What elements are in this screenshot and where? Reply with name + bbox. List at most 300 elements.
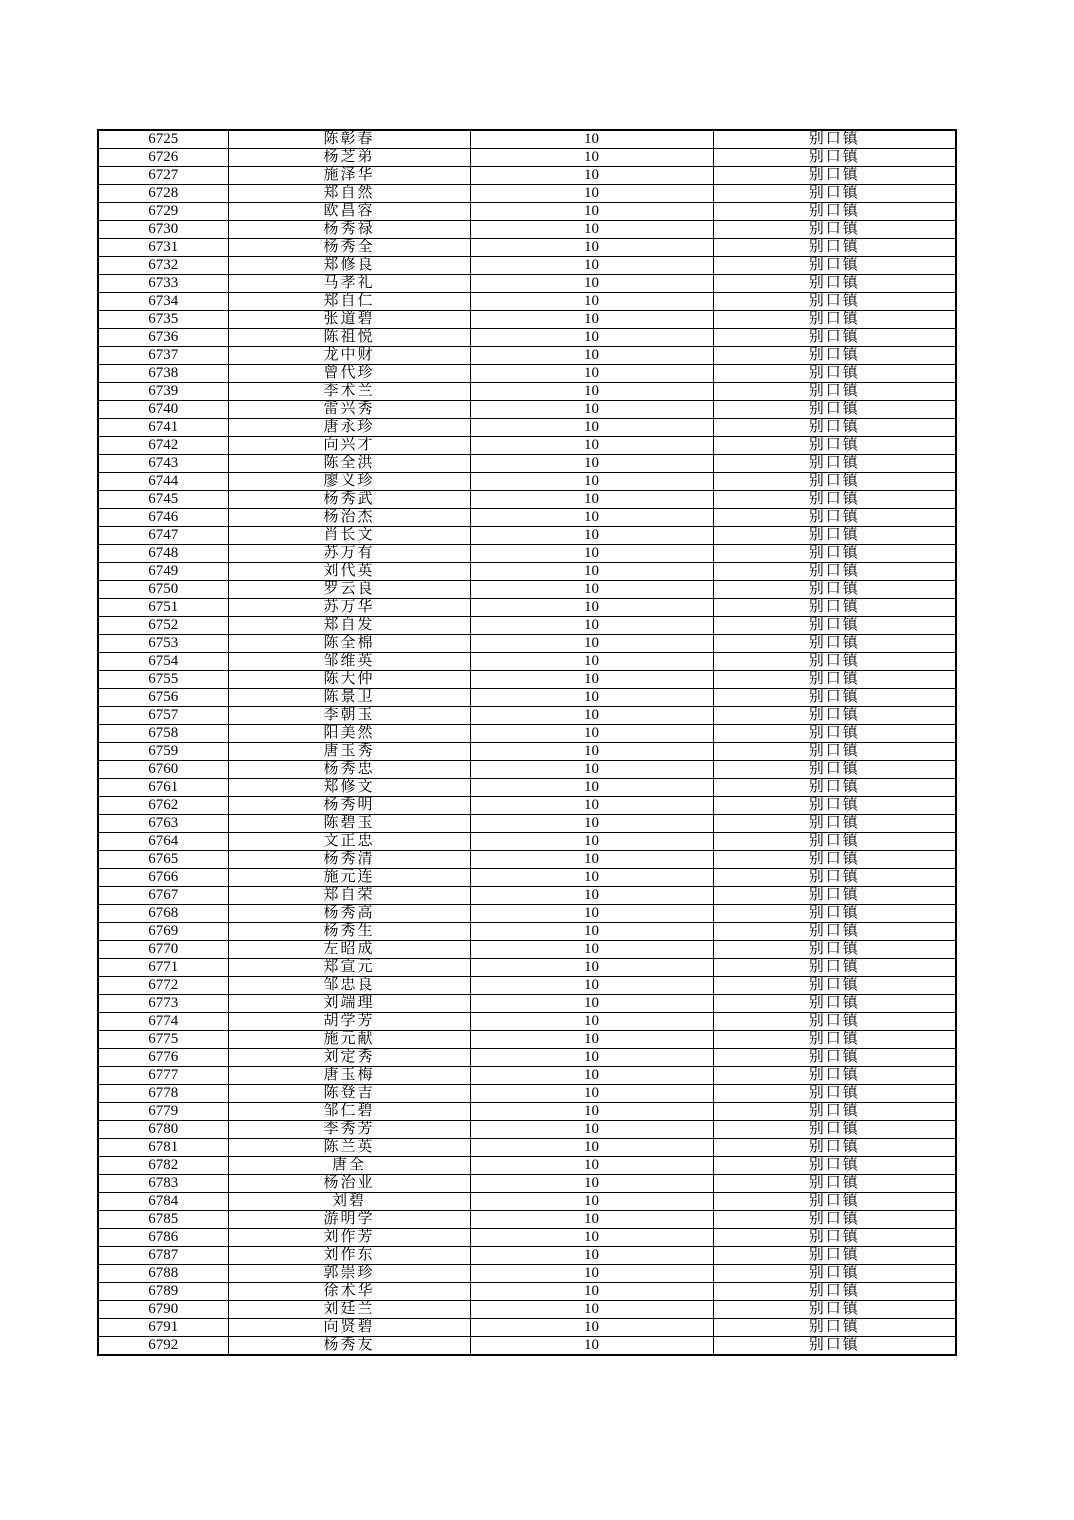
row-name-cell: 李术兰: [228, 383, 470, 401]
row-town-cell: 别口镇: [713, 1085, 956, 1103]
row-id-cell: 6763: [98, 815, 228, 833]
row-amount-cell: 10: [470, 527, 713, 545]
row-id-cell: 6725: [98, 130, 228, 149]
row-amount-cell: 10: [470, 437, 713, 455]
row-town-cell: 别口镇: [713, 725, 956, 743]
row-id-cell: 6775: [98, 1031, 228, 1049]
table-row: [98, 905, 956, 923]
row-name-cell: 唐玉梅: [228, 1067, 470, 1085]
row-town-cell: 别口镇: [713, 1211, 956, 1229]
row-id-cell: 6728: [98, 185, 228, 203]
row-id-cell: 6786: [98, 1229, 228, 1247]
table-row: [98, 959, 956, 977]
row-amount-cell: 10: [470, 1067, 713, 1085]
table-row: [98, 509, 956, 527]
row-amount-cell: 10: [470, 1085, 713, 1103]
row-town-cell: 别口镇: [713, 509, 956, 527]
row-id-cell: 6769: [98, 923, 228, 941]
row-name-cell: 陈祖悦: [228, 329, 470, 347]
row-amount-cell: 10: [470, 725, 713, 743]
row-name-cell: 施泽华: [228, 167, 470, 185]
row-id-cell: 6746: [98, 509, 228, 527]
table-row: [98, 203, 956, 221]
row-name-cell: 刘廷兰: [228, 1301, 470, 1319]
row-town-cell: 别口镇: [713, 1229, 956, 1247]
row-name-cell: 郑修良: [228, 257, 470, 275]
row-name-cell: 欧昌容: [228, 203, 470, 221]
row-amount-cell: 10: [470, 1247, 713, 1265]
row-amount-cell: 10: [470, 1193, 713, 1211]
row-id-cell: 6761: [98, 779, 228, 797]
row-amount-cell: 10: [470, 329, 713, 347]
table-row: [98, 1157, 956, 1175]
row-amount-cell: 10: [470, 995, 713, 1013]
row-id-cell: 6766: [98, 869, 228, 887]
row-id-cell: 6781: [98, 1139, 228, 1157]
row-town-cell: 别口镇: [713, 905, 956, 923]
row-id-cell: 6740: [98, 401, 228, 419]
row-amount-cell: 10: [470, 1121, 713, 1139]
row-town-cell: 别口镇: [713, 797, 956, 815]
row-town-cell: 别口镇: [713, 1157, 956, 1175]
row-town-cell: 别口镇: [713, 887, 956, 905]
table-row: [98, 1301, 956, 1319]
row-name-cell: 游明学: [228, 1211, 470, 1229]
row-id-cell: 6776: [98, 1049, 228, 1067]
row-id-cell: 6741: [98, 419, 228, 437]
row-amount-cell: 10: [470, 1013, 713, 1031]
table-row: [98, 581, 956, 599]
row-id-cell: 6755: [98, 671, 228, 689]
table-row: [98, 1247, 956, 1265]
row-amount-cell: 10: [470, 563, 713, 581]
table-row: [98, 887, 956, 905]
row-town-cell: 别口镇: [713, 653, 956, 671]
table-row: [98, 455, 956, 473]
row-id-cell: 6792: [98, 1337, 228, 1356]
data-table: [97, 129, 957, 1356]
row-name-cell: 龙中财: [228, 347, 470, 365]
row-amount-cell: 10: [470, 185, 713, 203]
row-name-cell: 郑修文: [228, 779, 470, 797]
table-row: [98, 635, 956, 653]
row-name-cell: 刘端理: [228, 995, 470, 1013]
row-name-cell: 李秀芳: [228, 1121, 470, 1139]
row-amount-cell: 10: [470, 509, 713, 527]
row-town-cell: 别口镇: [713, 347, 956, 365]
table-row: [98, 1013, 956, 1031]
row-town-cell: 别口镇: [713, 1067, 956, 1085]
row-id-cell: 6735: [98, 311, 228, 329]
row-name-cell: 杨秀禄: [228, 221, 470, 239]
row-town-cell: 别口镇: [713, 167, 956, 185]
row-amount-cell: 10: [470, 1337, 713, 1356]
row-name-cell: 杨秀全: [228, 239, 470, 257]
row-id-cell: 6727: [98, 167, 228, 185]
row-town-cell: 别口镇: [713, 365, 956, 383]
row-town-cell: 别口镇: [713, 1175, 956, 1193]
row-amount-cell: 10: [470, 383, 713, 401]
row-town-cell: 别口镇: [713, 293, 956, 311]
table-row: [98, 689, 956, 707]
table-row: [98, 671, 956, 689]
row-town-cell: 别口镇: [713, 149, 956, 167]
row-id-cell: 6791: [98, 1319, 228, 1337]
row-amount-cell: 10: [470, 1031, 713, 1049]
row-id-cell: 6773: [98, 995, 228, 1013]
row-name-cell: 徐术华: [228, 1283, 470, 1301]
row-amount-cell: 10: [470, 293, 713, 311]
row-amount-cell: 10: [470, 419, 713, 437]
row-id-cell: 6738: [98, 365, 228, 383]
table-row: [98, 167, 956, 185]
row-amount-cell: 10: [470, 545, 713, 563]
row-name-cell: 陈兰英: [228, 1139, 470, 1157]
row-name-cell: 左昭成: [228, 941, 470, 959]
row-amount-cell: 10: [470, 221, 713, 239]
row-amount-cell: 10: [470, 1301, 713, 1319]
row-id-cell: 6733: [98, 275, 228, 293]
row-name-cell: 刘定秀: [228, 1049, 470, 1067]
row-name-cell: 郭崇珍: [228, 1265, 470, 1283]
row-id-cell: 6767: [98, 887, 228, 905]
row-id-cell: 6772: [98, 977, 228, 995]
row-id-cell: 6758: [98, 725, 228, 743]
row-id-cell: 6753: [98, 635, 228, 653]
table-body: [98, 130, 956, 1355]
row-id-cell: 6730: [98, 221, 228, 239]
row-name-cell: 陈全棉: [228, 635, 470, 653]
row-name-cell: 刘作芳: [228, 1229, 470, 1247]
table-row: [98, 725, 956, 743]
table-row: [98, 383, 956, 401]
row-name-cell: 杨秀忠: [228, 761, 470, 779]
row-amount-cell: 10: [470, 635, 713, 653]
row-amount-cell: 10: [470, 1157, 713, 1175]
row-id-cell: 6783: [98, 1175, 228, 1193]
row-name-cell: 胡学芳: [228, 1013, 470, 1031]
row-name-cell: 陈大仲: [228, 671, 470, 689]
row-name-cell: 向兴才: [228, 437, 470, 455]
row-town-cell: 别口镇: [713, 527, 956, 545]
row-name-cell: 廖义珍: [228, 473, 470, 491]
row-amount-cell: 10: [470, 797, 713, 815]
row-amount-cell: 10: [470, 473, 713, 491]
table-row: [98, 545, 956, 563]
row-amount-cell: 10: [470, 1049, 713, 1067]
row-town-cell: 别口镇: [713, 959, 956, 977]
table-row: [98, 995, 956, 1013]
row-id-cell: 6765: [98, 851, 228, 869]
row-town-cell: 别口镇: [713, 1301, 956, 1319]
row-town-cell: 别口镇: [713, 1103, 956, 1121]
row-id-cell: 6779: [98, 1103, 228, 1121]
row-amount-cell: 10: [470, 617, 713, 635]
row-id-cell: 6745: [98, 491, 228, 509]
row-name-cell: 陈景卫: [228, 689, 470, 707]
table-row: [98, 221, 956, 239]
row-town-cell: 别口镇: [713, 383, 956, 401]
row-amount-cell: 10: [470, 869, 713, 887]
row-name-cell: 马孝礼: [228, 275, 470, 293]
row-town-cell: 别口镇: [713, 581, 956, 599]
row-id-cell: 6739: [98, 383, 228, 401]
row-name-cell: 施元献: [228, 1031, 470, 1049]
row-town-cell: 别口镇: [713, 833, 956, 851]
row-town-cell: 别口镇: [713, 689, 956, 707]
row-amount-cell: 10: [470, 743, 713, 761]
row-amount-cell: 10: [470, 761, 713, 779]
row-town-cell: 别口镇: [713, 130, 956, 149]
row-town-cell: 别口镇: [713, 1049, 956, 1067]
table-row: [98, 1031, 956, 1049]
row-id-cell: 6743: [98, 455, 228, 473]
row-town-cell: 别口镇: [713, 1319, 956, 1337]
table-row: [98, 599, 956, 617]
row-amount-cell: 10: [470, 455, 713, 473]
table-row: [98, 797, 956, 815]
row-id-cell: 6788: [98, 1265, 228, 1283]
table-row: [98, 329, 956, 347]
row-town-cell: 别口镇: [713, 185, 956, 203]
row-id-cell: 6764: [98, 833, 228, 851]
row-amount-cell: 10: [470, 905, 713, 923]
table-row: [98, 1085, 956, 1103]
row-amount-cell: 10: [470, 401, 713, 419]
table-row: [98, 851, 956, 869]
row-name-cell: 杨秀清: [228, 851, 470, 869]
row-id-cell: 6787: [98, 1247, 228, 1265]
table-row: [98, 437, 956, 455]
row-amount-cell: 10: [470, 653, 713, 671]
row-town-cell: 别口镇: [713, 401, 956, 419]
row-name-cell: 杨治业: [228, 1175, 470, 1193]
row-amount-cell: 10: [470, 347, 713, 365]
row-town-cell: 别口镇: [713, 329, 956, 347]
table-row: [98, 707, 956, 725]
row-id-cell: 6726: [98, 149, 228, 167]
row-amount-cell: 10: [470, 581, 713, 599]
row-town-cell: 别口镇: [713, 1013, 956, 1031]
row-id-cell: 6748: [98, 545, 228, 563]
row-name-cell: 杨治杰: [228, 509, 470, 527]
row-amount-cell: 10: [470, 491, 713, 509]
row-id-cell: 6736: [98, 329, 228, 347]
row-town-cell: 别口镇: [713, 995, 956, 1013]
row-name-cell: 李朝玉: [228, 707, 470, 725]
row-name-cell: 唐全: [228, 1157, 470, 1175]
row-amount-cell: 10: [470, 941, 713, 959]
row-name-cell: 陈全洪: [228, 455, 470, 473]
table-row: [98, 473, 956, 491]
row-id-cell: 6777: [98, 1067, 228, 1085]
table-row: [98, 617, 956, 635]
table-row: [98, 1049, 956, 1067]
row-name-cell: 刘作东: [228, 1247, 470, 1265]
row-name-cell: 杨秀友: [228, 1337, 470, 1356]
row-name-cell: 郑自仁: [228, 293, 470, 311]
table-row: [98, 1193, 956, 1211]
row-town-cell: 别口镇: [713, 1337, 956, 1356]
row-id-cell: 6757: [98, 707, 228, 725]
row-amount-cell: 10: [470, 1265, 713, 1283]
row-name-cell: 张道碧: [228, 311, 470, 329]
row-name-cell: 陈彰春: [228, 130, 470, 149]
row-amount-cell: 10: [470, 1283, 713, 1301]
table-row: [98, 1175, 956, 1193]
table-row: [98, 365, 956, 383]
table-row: [98, 239, 956, 257]
row-id-cell: 6771: [98, 959, 228, 977]
row-amount-cell: 10: [470, 959, 713, 977]
row-name-cell: 刘碧: [228, 1193, 470, 1211]
row-name-cell: 陈碧玉: [228, 815, 470, 833]
row-amount-cell: 10: [470, 149, 713, 167]
row-town-cell: 别口镇: [713, 1247, 956, 1265]
row-name-cell: 苏万有: [228, 545, 470, 563]
table-row: [98, 1229, 956, 1247]
row-town-cell: 别口镇: [713, 1193, 956, 1211]
row-name-cell: 罗云良: [228, 581, 470, 599]
row-amount-cell: 10: [470, 275, 713, 293]
row-id-cell: 6750: [98, 581, 228, 599]
row-name-cell: 雷兴秀: [228, 401, 470, 419]
row-name-cell: 郑宣元: [228, 959, 470, 977]
row-name-cell: 邹忠良: [228, 977, 470, 995]
row-name-cell: 肖长文: [228, 527, 470, 545]
table-row: [98, 130, 956, 149]
row-town-cell: 别口镇: [713, 599, 956, 617]
row-name-cell: 陈登吉: [228, 1085, 470, 1103]
table-row: [98, 1211, 956, 1229]
table-row: [98, 923, 956, 941]
row-name-cell: 杨秀明: [228, 797, 470, 815]
row-amount-cell: 10: [470, 1211, 713, 1229]
row-id-cell: 6774: [98, 1013, 228, 1031]
table-row: [98, 311, 956, 329]
row-name-cell: 向贤碧: [228, 1319, 470, 1337]
row-town-cell: 别口镇: [713, 761, 956, 779]
row-town-cell: 别口镇: [713, 815, 956, 833]
row-id-cell: 6780: [98, 1121, 228, 1139]
row-id-cell: 6752: [98, 617, 228, 635]
table-row: [98, 941, 956, 959]
row-amount-cell: 10: [470, 1229, 713, 1247]
row-id-cell: 6756: [98, 689, 228, 707]
row-id-cell: 6759: [98, 743, 228, 761]
row-amount-cell: 10: [470, 1139, 713, 1157]
row-amount-cell: 10: [470, 815, 713, 833]
row-id-cell: 6789: [98, 1283, 228, 1301]
table-row: [98, 527, 956, 545]
table-row: [98, 491, 956, 509]
row-town-cell: 别口镇: [713, 239, 956, 257]
row-id-cell: 6737: [98, 347, 228, 365]
row-name-cell: 杨芝弟: [228, 149, 470, 167]
row-town-cell: 别口镇: [713, 977, 956, 995]
table-row: [98, 869, 956, 887]
row-id-cell: 6778: [98, 1085, 228, 1103]
row-amount-cell: 10: [470, 1103, 713, 1121]
row-amount-cell: 10: [470, 689, 713, 707]
row-town-cell: 别口镇: [713, 203, 956, 221]
table-row: [98, 293, 956, 311]
row-amount-cell: 10: [470, 779, 713, 797]
row-amount-cell: 10: [470, 311, 713, 329]
row-name-cell: 杨秀生: [228, 923, 470, 941]
row-id-cell: 6751: [98, 599, 228, 617]
row-id-cell: 6784: [98, 1193, 228, 1211]
table-row: [98, 185, 956, 203]
row-amount-cell: 10: [470, 887, 713, 905]
table-row: [98, 761, 956, 779]
row-town-cell: 别口镇: [713, 617, 956, 635]
table-row: [98, 1283, 956, 1301]
row-amount-cell: 10: [470, 257, 713, 275]
row-name-cell: 郑自发: [228, 617, 470, 635]
row-amount-cell: 10: [470, 707, 713, 725]
row-town-cell: 别口镇: [713, 635, 956, 653]
row-town-cell: 别口镇: [713, 437, 956, 455]
row-town-cell: 别口镇: [713, 563, 956, 581]
row-town-cell: 别口镇: [713, 419, 956, 437]
row-name-cell: 施元连: [228, 869, 470, 887]
table-row: [98, 347, 956, 365]
row-amount-cell: 10: [470, 599, 713, 617]
row-town-cell: 别口镇: [713, 1139, 956, 1157]
table-row: [98, 1265, 956, 1283]
table-row: [98, 1121, 956, 1139]
row-name-cell: 文正忠: [228, 833, 470, 851]
row-id-cell: 6762: [98, 797, 228, 815]
row-name-cell: 唐玉秀: [228, 743, 470, 761]
table-row: [98, 1337, 956, 1356]
row-town-cell: 别口镇: [713, 1265, 956, 1283]
table-row: [98, 563, 956, 581]
row-id-cell: 6760: [98, 761, 228, 779]
row-name-cell: 刘代英: [228, 563, 470, 581]
row-id-cell: 6747: [98, 527, 228, 545]
table-row: [98, 653, 956, 671]
row-name-cell: 唐永珍: [228, 419, 470, 437]
row-name-cell: 苏万华: [228, 599, 470, 617]
row-id-cell: 6768: [98, 905, 228, 923]
row-town-cell: 别口镇: [713, 455, 956, 473]
table-row: [98, 779, 956, 797]
row-town-cell: 别口镇: [713, 743, 956, 761]
table-row: [98, 257, 956, 275]
row-name-cell: 郑自然: [228, 185, 470, 203]
row-town-cell: 别口镇: [713, 473, 956, 491]
row-id-cell: 6770: [98, 941, 228, 959]
row-amount-cell: 10: [470, 1319, 713, 1337]
row-town-cell: 别口镇: [713, 545, 956, 563]
row-town-cell: 别口镇: [713, 1031, 956, 1049]
table-row: [98, 833, 956, 851]
table-row: [98, 1139, 956, 1157]
row-town-cell: 别口镇: [713, 275, 956, 293]
row-name-cell: 杨秀武: [228, 491, 470, 509]
row-town-cell: 别口镇: [713, 779, 956, 797]
row-town-cell: 别口镇: [713, 257, 956, 275]
row-id-cell: 6734: [98, 293, 228, 311]
table-row: [98, 1103, 956, 1121]
table-row: [98, 275, 956, 293]
table-row: [98, 149, 956, 167]
row-id-cell: 6732: [98, 257, 228, 275]
row-amount-cell: 10: [470, 671, 713, 689]
row-town-cell: 别口镇: [713, 311, 956, 329]
